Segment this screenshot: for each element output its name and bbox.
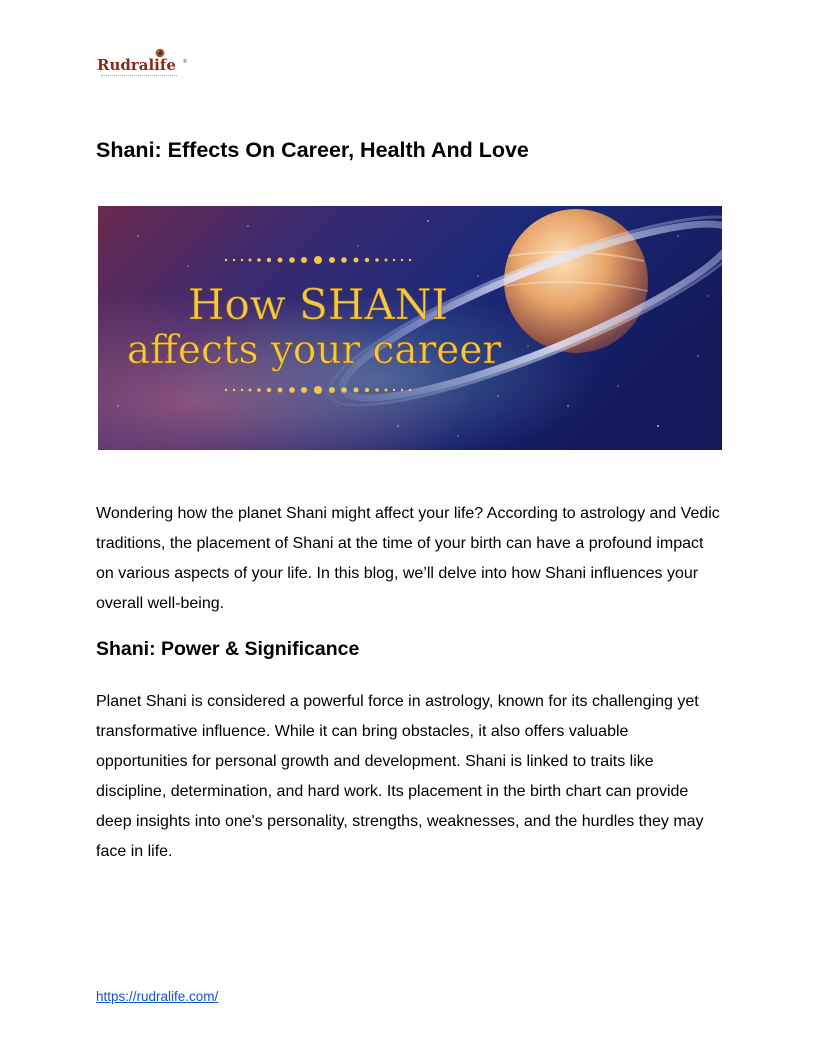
section-body-paragraph: Planet Shani is considered a powerful force in astrology, known for its challenging yet transformative influence. While it can bring obstacles, it also offers valuable opportunities for personal growth and development. Shani is linked to traits like discipline, determination, and hard work. Its placement in the birth chart can provide deep insights into one's personality, strengths, weaknesses, and the hurdles they may face in life. [96, 693, 704, 860]
banner-heading-line-1: How SHANI [187, 280, 449, 329]
banner-heading-line-2: affects your career [126, 328, 502, 373]
logo-tagline-decoration [101, 75, 177, 78]
intro-paragraph: Wondering how the planet Shani might affect your life? According to astrology and Vedic traditions, the placement of Shani at the time of your birth can have a profound impact on various aspects of your life. In this blog, we’ll delve into how Shani influences your overall well-being. [96, 505, 720, 612]
footer-website-link[interactable]: https://rudralife.com/ [96, 989, 219, 1004]
section-heading: Shani: Power & Significance [96, 638, 360, 660]
article-banner-image [98, 206, 722, 450]
rudralife-logo[interactable] [97, 48, 197, 84]
page-title: Shani: Effects On Career, Health And Love [96, 138, 529, 162]
logo-wordmark: Rudralife [97, 56, 176, 74]
registered-mark: ® [183, 59, 187, 65]
